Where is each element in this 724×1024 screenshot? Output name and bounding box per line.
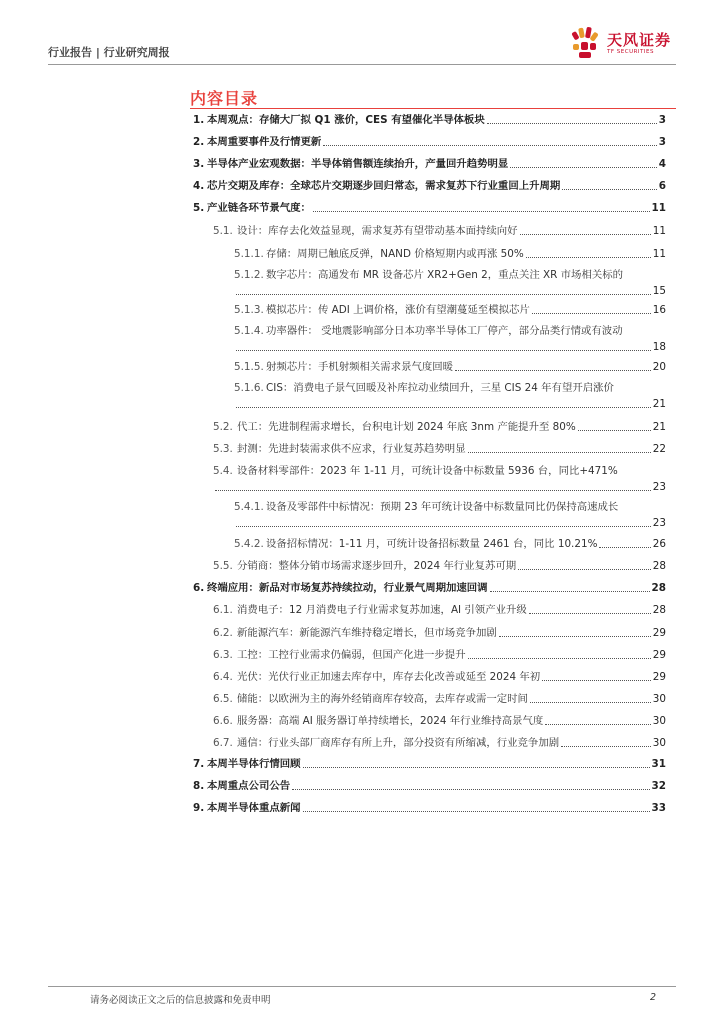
- toc-entry[interactable]: [213, 464, 666, 478]
- toc-entry-continuation: [234, 284, 666, 298]
- toc-entry-page: 18: [652, 341, 666, 353]
- toc-entry[interactable]: [213, 670, 666, 684]
- toc-entry-number: 6.: [193, 582, 205, 594]
- toc-entry-text: 本周重要事件及行情更新: [207, 136, 322, 148]
- footer-divider: [48, 986, 676, 987]
- toc-entry[interactable]: [193, 757, 666, 771]
- toc-dot-leader: [529, 613, 651, 614]
- toc-entry-continuation: [234, 516, 666, 530]
- toc-entry-number: 6.5.: [213, 693, 233, 705]
- toc-entry-page: 11: [652, 248, 666, 260]
- toc-entry-text: 本周半导体重点新闻: [207, 802, 301, 814]
- toc-entry[interactable]: [213, 420, 666, 434]
- header-divider: [48, 64, 676, 65]
- toc-dot-leader: [236, 407, 651, 408]
- toc-dot-leader: [545, 724, 650, 725]
- toc-entry[interactable]: [193, 157, 666, 171]
- toc-entry-page: 30: [652, 715, 666, 727]
- toc-entry-text: 本周半导体行情回顾: [207, 758, 301, 770]
- toc-entry-number: 6.1.: [213, 604, 233, 616]
- toc-entry[interactable]: [234, 268, 666, 282]
- toc-entry-page: 21: [652, 398, 666, 410]
- toc-dot-leader: [236, 526, 651, 527]
- toc-entry-continuation: [234, 397, 666, 411]
- toc-dot-leader: [599, 547, 650, 548]
- toc-entry[interactable]: [213, 736, 666, 750]
- toc-entry[interactable]: [234, 324, 666, 338]
- toc-entry-text: 储能：以欧洲为主的海外经销商库存较高，去库存或需一定时间: [237, 693, 528, 705]
- toc-entry-text: 服务器：高端 AI 服务器订单持续增长，2024 年行业维持高景气度: [237, 715, 544, 727]
- toc-dot-leader: [530, 702, 651, 703]
- logo-mark-icon: [567, 24, 605, 62]
- toc-entry-text: 终端应用：新品对市场复苏持续拉动，行业景气周期加速回调: [207, 582, 488, 594]
- toc-entry-text: 存储：周期已触底反弹，NAND 价格短期内或再涨 50%: [266, 248, 524, 260]
- toc-title-underline: [190, 108, 676, 109]
- toc-entry-page: 11: [652, 225, 666, 237]
- toc-entry-text: 本周重点公司公告: [207, 780, 291, 792]
- toc-entry[interactable]: [234, 303, 666, 317]
- toc-dot-leader: [455, 370, 651, 371]
- toc-entry-number: 8.: [193, 780, 205, 792]
- toc-dot-leader: [510, 167, 656, 168]
- toc-entry-text: 射频芯片：手机射频相关需求景气度回暖: [266, 361, 454, 373]
- toc-entry-page: 31: [651, 758, 666, 770]
- toc-entry-page: 15: [652, 285, 666, 297]
- toc-dot-leader: [313, 211, 650, 212]
- toc-entry-number: 6.2.: [213, 627, 233, 639]
- toc-title: 内容目录: [190, 89, 259, 108]
- toc-entry-text: 本周观点：存储大厂拟 Q1 涨价，CES 有望催化半导体板块: [207, 114, 485, 126]
- toc-entry-number: 4.: [193, 180, 205, 192]
- toc-entry[interactable]: [193, 113, 666, 127]
- toc-dot-leader: [236, 350, 651, 351]
- toc-entry-number: 6.7.: [213, 737, 233, 749]
- toc-entry[interactable]: [213, 648, 666, 662]
- toc-entry[interactable]: [193, 779, 666, 793]
- toc-dot-leader: [323, 145, 656, 146]
- breadcrumb: 行业报告 | 行业研究周报: [48, 46, 170, 59]
- footer-disclaimer: 请务必阅读正文之后的信息披露和免责申明: [90, 995, 271, 1006]
- toc-entry[interactable]: [213, 442, 666, 456]
- toc-entry[interactable]: [213, 559, 666, 573]
- toc-entry-text: 设备及零部件中标情况：预期 23 年可统计设备中标数量同比仍保持高速成长: [266, 501, 619, 513]
- toc-entry-page: 3: [658, 114, 666, 126]
- toc-entry-page: 21: [652, 421, 666, 433]
- toc-entry-page: 3: [658, 136, 666, 148]
- logo-text: 天风证券: [607, 31, 672, 49]
- toc-dot-leader: [499, 636, 651, 637]
- company-logo: [567, 24, 687, 64]
- toc-entry-text: 功率器件： 受地震影响部分日本功率半导体工厂停产，部分品类行情或有波动: [266, 325, 623, 337]
- toc-entry-number: 5.5.: [213, 560, 233, 572]
- toc-entry-page: 28: [651, 582, 666, 594]
- toc-dot-leader: [518, 569, 651, 570]
- toc-entry-text: 半导体产业宏观数据：半导体销售额连续抬升，产量回升趋势明显: [207, 158, 509, 170]
- toc-dot-leader: [468, 452, 651, 453]
- toc-entry-number: 5.1.2.: [234, 269, 264, 281]
- toc-entry-text: 消费电子：12 月消费电子行业需求复苏加速，AI 引领产业升级: [237, 604, 527, 616]
- toc-dot-leader: [562, 189, 656, 190]
- toc-entry-page: 28: [652, 604, 666, 616]
- toc-entry-text: 数字芯片：高通发布 MR 设备芯片 XR2+Gen 2，重点关注 XR 市场相关标的: [266, 269, 624, 281]
- toc-entry-page: 23: [652, 481, 666, 493]
- toc-entry[interactable]: [213, 603, 666, 617]
- toc-entry-page: 29: [652, 671, 666, 683]
- toc-entry-page: 32: [651, 780, 666, 792]
- toc-dot-leader: [303, 811, 650, 812]
- toc-entry-number: 9.: [193, 802, 205, 814]
- toc-entry[interactable]: [234, 360, 666, 374]
- toc-dot-leader: [215, 490, 651, 491]
- toc-entry-number: 5.: [193, 202, 205, 214]
- toc-dot-leader: [303, 767, 650, 768]
- toc-dot-leader: [236, 294, 651, 295]
- toc-entry[interactable]: [213, 692, 666, 706]
- toc-entry-text: 模拟芯片：传 ADI 上调价格，涨价有望潮蔓延至模拟芯片: [266, 304, 530, 316]
- toc-entry-number: 6.4.: [213, 671, 233, 683]
- toc-entry-number: 5.1.1.: [234, 248, 264, 260]
- toc-entry-number: 5.1.6.: [234, 382, 264, 394]
- toc-entry-page: 22: [652, 443, 666, 455]
- toc-dot-leader: [561, 746, 651, 747]
- toc-entry-number: 6.3.: [213, 649, 233, 661]
- toc-entry-page: 4: [658, 158, 666, 170]
- toc-entry-number: 2.: [193, 136, 205, 148]
- toc-entry-page: 23: [652, 517, 666, 529]
- toc-entry-number: 5.4.1.: [234, 501, 264, 513]
- toc-entry-text: 芯片交期及库存：全球芯片交期逐步回归常态，需求复苏下行业重回上升周期: [207, 180, 561, 192]
- toc-dot-leader: [468, 658, 651, 659]
- toc-entry-text: 封测：先进封装需求供不应求，行业复苏趋势明显: [237, 443, 466, 455]
- toc-entry-page: 26: [652, 538, 666, 550]
- toc-entry-page: 16: [652, 304, 666, 316]
- toc-entry-number: 5.4.2.: [234, 538, 264, 550]
- toc-entry-number: 3.: [193, 158, 205, 170]
- toc-entry-text: 通信：行业头部厂商库存有所上升，部分投资有所缩减，行业竞争加剧: [237, 737, 560, 749]
- toc-entry-number: 5.1.3.: [234, 304, 264, 316]
- toc-dot-leader: [490, 591, 650, 592]
- toc-entry-page: 20: [652, 361, 666, 373]
- toc-dot-leader: [292, 789, 649, 790]
- toc-entry[interactable]: [234, 381, 666, 395]
- toc-entry-page: 11: [651, 202, 666, 214]
- toc-entry[interactable]: [193, 581, 666, 595]
- toc-entry[interactable]: [193, 179, 666, 193]
- toc-entry-page: 6: [658, 180, 666, 192]
- toc-entry-text: 产业链各环节景气度：: [207, 202, 311, 214]
- toc-entry[interactable]: [213, 714, 666, 728]
- toc-entry-page: 29: [652, 649, 666, 661]
- toc-entry-text: CIS：消费电子景气回暖及补库拉动业绩回升，三星 CIS 24 年有望开启涨价: [266, 382, 614, 394]
- toc-entry-page: 29: [652, 627, 666, 639]
- toc-entry-continuation: [213, 480, 666, 494]
- toc-entry[interactable]: [213, 224, 666, 238]
- toc-dot-leader: [487, 123, 657, 124]
- toc-entry-number: 5.1.4.: [234, 325, 264, 337]
- toc-entry-continuation: [234, 340, 666, 354]
- toc-entry-text: 设备招标情况：1-11 月，可统计设备招标数量 2461 台，同比 10.21%: [266, 538, 598, 550]
- toc-dot-leader: [526, 257, 651, 258]
- toc-entry-number: 5.1.: [213, 225, 233, 237]
- toc-entry-page: 28: [652, 560, 666, 572]
- toc-entry[interactable]: [193, 201, 666, 215]
- toc-dot-leader: [532, 313, 651, 314]
- toc-entry-number: 7.: [193, 758, 205, 770]
- toc-entry-number: 5.2.: [213, 421, 233, 433]
- toc-entry-text: 设计：库存去化效益显现，需求复苏有望带动基本面持续向好: [237, 225, 518, 237]
- toc-entry-number: 5.4.: [213, 465, 233, 477]
- toc-entry[interactable]: [234, 247, 666, 261]
- toc-dot-leader: [520, 234, 651, 235]
- toc-entry-number: 1.: [193, 114, 205, 126]
- toc-dot-leader: [542, 680, 651, 681]
- toc-entry[interactable]: [213, 626, 666, 640]
- toc-entry[interactable]: [193, 135, 666, 149]
- toc-entry[interactable]: [234, 500, 666, 514]
- toc-entry-text: 光伏：光伏行业正加速去库存中，库存去化改善或延至 2024 年初: [237, 671, 541, 683]
- toc-entry-number: 5.3.: [213, 443, 233, 455]
- logo-subtitle: TF SECURITIES: [607, 49, 654, 55]
- toc-entry[interactable]: [234, 537, 666, 551]
- toc-dot-leader: [578, 430, 651, 431]
- toc-entry-page: 30: [652, 737, 666, 749]
- toc-entry-number: 5.1.5.: [234, 361, 264, 373]
- toc-entry-page: 33: [651, 802, 666, 814]
- page-number: 2: [650, 992, 657, 1003]
- toc-entry-text: 工控：工控行业需求仍偏弱，但国产化进一步提升: [237, 649, 466, 661]
- toc-entry-page: 30: [652, 693, 666, 705]
- toc-entry-text: 分销商：整体分销市场需求逐步回升，2024 年行业复苏可期: [237, 560, 517, 572]
- toc-entry-text: 代工：先进制程需求增长，台积电计划 2024 年底 3nm 产能提升至 80%: [237, 421, 576, 433]
- toc-entry-text: 设备材料零部件：2023 年 1-11 月，可统计设备中标数量 5936 台，同比+471%: [237, 465, 618, 477]
- toc-entry-number: 6.6.: [213, 715, 233, 727]
- toc-entry[interactable]: [193, 801, 666, 815]
- toc-entry-text: 新能源汽车：新能源汽车维持稳定增长，但市场竞争加剧: [237, 627, 497, 639]
